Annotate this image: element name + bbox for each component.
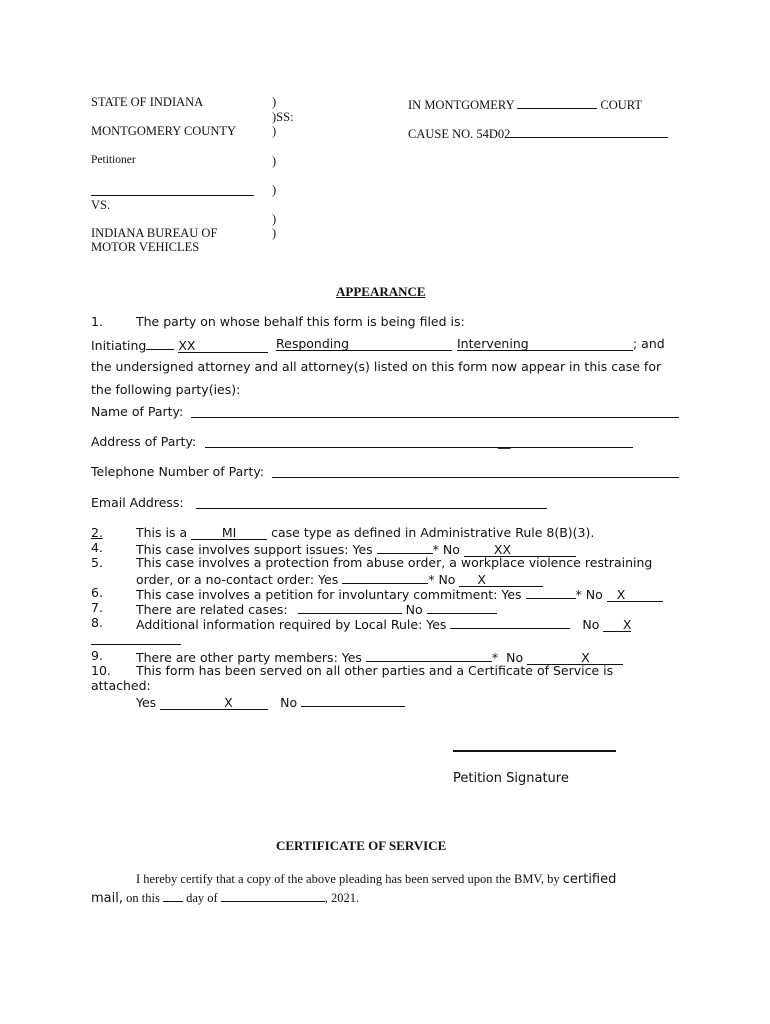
item4-num: 4. bbox=[91, 540, 103, 555]
telephone-label: Telephone Number of Party: bbox=[91, 464, 265, 479]
item10-yes: Yes bbox=[136, 695, 157, 710]
item2-pre: This is a bbox=[136, 525, 188, 540]
item10-line3 bbox=[136, 693, 405, 710]
item1-num: 1. bbox=[91, 314, 103, 329]
caption-ss: )SS: bbox=[272, 110, 294, 124]
respondent-line2: MOTOR VEHICLES bbox=[91, 240, 200, 254]
item10-line2: attached: bbox=[91, 678, 151, 693]
state-label: STATE OF INDIANA bbox=[91, 95, 204, 109]
party-members-yes-field[interactable] bbox=[366, 648, 492, 662]
item10-num: 10. bbox=[91, 663, 111, 678]
local-rule-info-line[interactable] bbox=[91, 644, 181, 645]
initiating-value[interactable] bbox=[178, 339, 268, 353]
served-yes-value: X bbox=[224, 695, 233, 710]
name-of-party-label: Name of Party: bbox=[91, 404, 184, 419]
served-yes-field[interactable] bbox=[160, 696, 268, 710]
case-type-field[interactable] bbox=[191, 526, 267, 540]
certificate-year: , 2021. bbox=[324, 891, 360, 905]
page-title: APPEARANCE bbox=[336, 284, 426, 299]
item7-pre: There are related cases: bbox=[136, 602, 288, 617]
caption-paren: ) bbox=[272, 95, 277, 109]
court-line bbox=[408, 95, 642, 113]
item1-line2: the undersigned attorney and all attorney(s) listed on this form now appear in this case for bbox=[91, 359, 662, 374]
item4-pre: This case involves support issues: Yes bbox=[136, 542, 373, 557]
item6-no: No bbox=[585, 587, 603, 602]
cause-label: CAUSE NO. 54D02 bbox=[408, 127, 511, 141]
certificate-day-of: day of bbox=[186, 891, 218, 905]
and-text: ; and bbox=[633, 336, 665, 351]
item1-line3: the following party(ies): bbox=[91, 382, 241, 397]
item6-num: 6. bbox=[91, 585, 103, 600]
support-no-value: XX bbox=[493, 542, 512, 557]
caption-paren: ) bbox=[272, 226, 277, 240]
certificate-on-this: on this bbox=[126, 891, 160, 905]
certificate-certified: certified bbox=[562, 872, 617, 887]
certificate-line2 bbox=[91, 888, 359, 906]
item5-line1: This case involves a protection from abuse order, a workplace violence restraining bbox=[136, 555, 653, 570]
responding-field[interactable] bbox=[276, 336, 452, 351]
item9-num: 9. bbox=[91, 648, 103, 663]
item5-no: No bbox=[438, 572, 456, 587]
service-day-field[interactable] bbox=[163, 888, 183, 902]
intervening-blank[interactable] bbox=[457, 337, 633, 351]
caption-paren: ) bbox=[272, 212, 277, 226]
service-month-field[interactable] bbox=[221, 888, 325, 902]
item8-pre: Additional information required by Local Rule: Yes bbox=[136, 617, 447, 632]
item5-star: * bbox=[428, 572, 435, 587]
certificate-title: CERTIFICATE OF SERVICE bbox=[276, 838, 447, 853]
signature-line[interactable] bbox=[453, 750, 616, 752]
item7-no: No bbox=[405, 602, 423, 617]
initiating-pre-blank[interactable] bbox=[146, 336, 174, 350]
served-no-field[interactable] bbox=[301, 693, 405, 707]
item2-num: 2. bbox=[91, 525, 103, 540]
intervening-label: Intervening bbox=[457, 336, 529, 351]
name-of-party-field[interactable] bbox=[191, 417, 679, 418]
item8-no: No bbox=[582, 617, 600, 632]
certificate-mail: mail, bbox=[91, 891, 123, 906]
item2-line bbox=[136, 525, 594, 540]
item9-no: No bbox=[506, 650, 524, 665]
protection-yes-field[interactable] bbox=[342, 570, 428, 584]
caption-paren: ) bbox=[272, 124, 277, 138]
court-suffix: COURT bbox=[600, 98, 643, 112]
email-field[interactable] bbox=[196, 508, 547, 509]
item2-post: case type as defined in Administrative Rule 8(B)(3). bbox=[271, 525, 595, 540]
item7-num: 7. bbox=[91, 600, 103, 615]
responding-label: Responding bbox=[276, 336, 350, 351]
respondent-line1: INDIANA BUREAU OF bbox=[91, 226, 218, 240]
item6-star: * bbox=[575, 587, 582, 602]
item5-pre: order, or a no-contact order: Yes bbox=[136, 572, 339, 587]
initiating-value-text: XX bbox=[178, 338, 196, 353]
item9-star: * bbox=[491, 650, 499, 665]
commitment-yes-field[interactable] bbox=[526, 585, 576, 599]
court-prefix: IN MONTGOMERY bbox=[408, 98, 515, 112]
related-yes-field[interactable] bbox=[298, 600, 402, 614]
address-of-party-field[interactable] bbox=[205, 447, 633, 448]
item5-num: 5. bbox=[91, 555, 103, 570]
intervening-field[interactable] bbox=[457, 336, 665, 351]
party-role-line bbox=[91, 336, 268, 353]
case-type-value: MI bbox=[221, 525, 237, 540]
cause-line bbox=[408, 124, 668, 142]
item4-star-no: * No bbox=[432, 542, 460, 557]
signature-label: Petition Signature bbox=[453, 771, 569, 786]
court-blank[interactable] bbox=[517, 95, 597, 109]
related-no-field[interactable] bbox=[427, 600, 497, 614]
county-label: MONTGOMERY COUNTY bbox=[91, 124, 237, 138]
item10-no: No bbox=[280, 695, 298, 710]
vs-label: VS. bbox=[91, 198, 111, 212]
caption-paren: ) bbox=[272, 183, 277, 197]
petitioner-name-line[interactable] bbox=[91, 195, 254, 196]
address-mark: __ bbox=[498, 434, 511, 449]
email-label: Email Address: bbox=[91, 495, 184, 510]
item8-line bbox=[136, 615, 631, 632]
petitioner-label: Petitioner bbox=[91, 154, 136, 166]
item1-text: The party on whose behalf this form is being filed is: bbox=[136, 314, 465, 329]
protection-no-value: X bbox=[477, 572, 486, 587]
caption-paren: ) bbox=[272, 154, 277, 168]
local-rule-no-value: X bbox=[622, 617, 632, 632]
cause-blank[interactable] bbox=[510, 124, 668, 138]
party-members-no-value: X bbox=[581, 650, 590, 665]
telephone-field[interactable] bbox=[272, 477, 679, 478]
item10-line1: This form has been served on all other parties and a Certificate of Service is bbox=[136, 663, 614, 678]
item8-num: 8. bbox=[91, 615, 103, 630]
address-of-party-label: Address of Party: bbox=[91, 434, 197, 449]
initiating-label: Initiating bbox=[91, 338, 147, 353]
local-rule-yes-field[interactable] bbox=[450, 615, 570, 629]
certificate-text1: I hereby certify that a copy of the above pleading has been served upon the BMV, by bbox=[136, 872, 560, 886]
item6-pre: This case involves a petition for involuntary commitment: Yes bbox=[136, 587, 522, 602]
item9-pre: There are other party members: Yes bbox=[136, 650, 362, 665]
certificate-line1 bbox=[136, 872, 616, 887]
commitment-no-value: X bbox=[616, 587, 626, 602]
support-yes-field[interactable] bbox=[377, 540, 433, 554]
commitment-no-field[interactable] bbox=[607, 588, 663, 602]
local-rule-no-field[interactable] bbox=[603, 618, 631, 632]
responding-blank[interactable] bbox=[276, 337, 452, 351]
